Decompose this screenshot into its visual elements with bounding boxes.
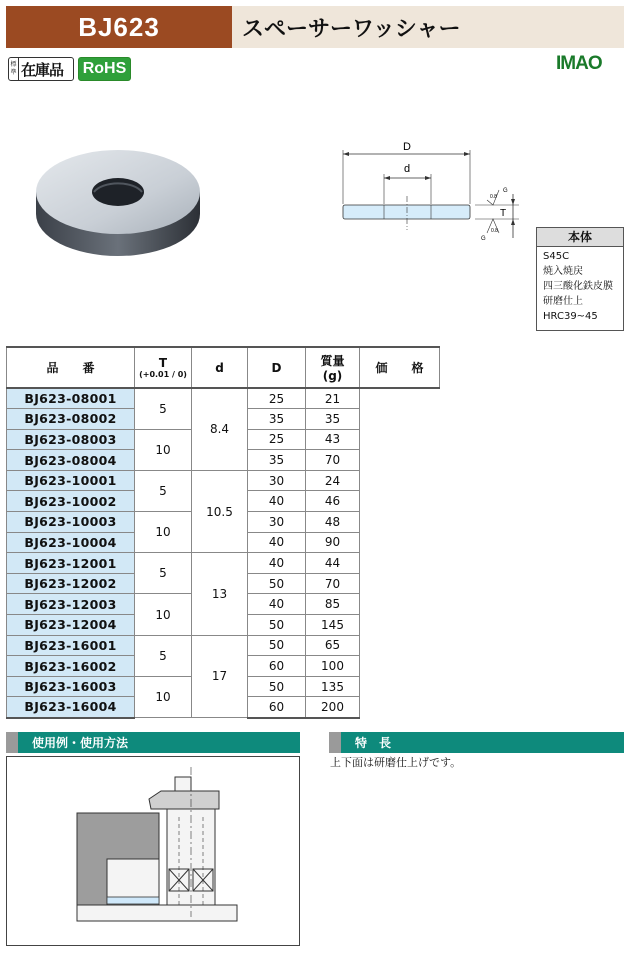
price-cell	[360, 512, 440, 533]
mass-cell: 21	[306, 388, 360, 409]
part-number-cell: BJ623-12001	[7, 553, 135, 574]
part-number-cell: BJ623-16001	[7, 635, 135, 656]
section-marker	[329, 732, 341, 753]
outer-diameter-cell: 40	[248, 491, 306, 512]
standard-stock-badge	[8, 57, 74, 81]
brand-logo: IMAO	[556, 53, 602, 74]
price-cell	[360, 594, 440, 615]
washer-photo	[32, 140, 204, 260]
spec-line: 研磨仕上	[543, 296, 583, 307]
part-number-cell: BJ623-08003	[7, 429, 135, 450]
outer-diameter-cell: 50	[248, 635, 306, 656]
spec-heading: 本体	[537, 228, 623, 247]
part-number-cell: BJ623-08002	[7, 409, 135, 430]
stock-label: 在庫品	[21, 60, 64, 79]
mass-cell: 35	[306, 409, 360, 430]
thickness-cell: 5	[135, 553, 192, 594]
outer-diameter-cell: 60	[248, 697, 306, 718]
thickness-cell: 10	[135, 594, 192, 635]
feature-section-title: 特 長	[355, 736, 392, 750]
mass-cell: 85	[306, 594, 360, 615]
outer-diameter-cell: 50	[248, 573, 306, 594]
inner-diameter-cell: 17	[192, 635, 248, 717]
mass-cell: 65	[306, 635, 360, 656]
mass-cell: 200	[306, 697, 360, 718]
price-cell	[360, 491, 440, 512]
spec-line: S45C	[543, 251, 570, 262]
outer-diameter-cell: 35	[248, 450, 306, 471]
table-row	[7, 388, 440, 409]
table-row	[7, 553, 440, 574]
T-label: T	[499, 208, 507, 219]
price-cell	[360, 429, 440, 450]
tol-lower: 0	[177, 370, 184, 379]
col-header-mass-label: 質量	[320, 354, 345, 368]
thickness-cell: 5	[135, 635, 192, 676]
D-label: D	[403, 141, 411, 153]
mass-cell: 43	[306, 429, 360, 450]
outer-diameter-cell: 60	[248, 656, 306, 677]
part-number-cell: BJ623-12002	[7, 573, 135, 594]
price-cell	[360, 470, 440, 491]
spec-table	[6, 346, 440, 719]
col-header-D: D	[248, 347, 306, 388]
part-number-cell: BJ623-10001	[7, 470, 135, 491]
col-header-mass	[306, 347, 360, 388]
outer-diameter-cell: 50	[248, 676, 306, 697]
part-number-cell: BJ623-16002	[7, 656, 135, 677]
part-number-cell: BJ623-12003	[7, 594, 135, 615]
rohs-badge: RoHS	[78, 57, 131, 81]
price-cell	[360, 450, 440, 471]
outer-diameter-cell: 30	[248, 470, 306, 491]
outer-diameter-cell: 25	[248, 429, 306, 450]
mass-cell: 90	[306, 532, 360, 553]
roughness-top-label: 0.8	[490, 194, 497, 200]
col-header-price: 価 格	[360, 347, 440, 388]
outer-diameter-cell: 30	[248, 512, 306, 533]
outer-diameter-cell: 50	[248, 615, 306, 636]
standard-mark-char-1: 標	[10, 61, 17, 68]
price-cell	[360, 697, 440, 718]
outer-diameter-cell: 25	[248, 388, 306, 409]
feature-section-header	[329, 732, 624, 753]
mass-cell: 46	[306, 491, 360, 512]
grind-mark-top-label: G	[503, 188, 508, 194]
outer-diameter-cell: 40	[248, 532, 306, 553]
col-header-T-tolerance: (+0.01 / 0)	[139, 370, 187, 379]
price-cell	[360, 615, 440, 636]
col-header-mass-unit: (g)	[322, 369, 343, 383]
clamp-arm	[149, 791, 219, 809]
mass-cell: 48	[306, 512, 360, 533]
price-cell	[360, 388, 440, 409]
standard-mark-char-2: 準	[10, 69, 17, 76]
part-number-cell: BJ623-08004	[7, 450, 135, 471]
dimension-diagram	[335, 138, 525, 258]
washer-hole	[92, 178, 144, 206]
col-header-part: 品 番	[7, 347, 135, 388]
price-cell	[360, 635, 440, 656]
mass-cell: 135	[306, 676, 360, 697]
grind-mark-bottom-label: G	[481, 236, 486, 242]
table-header-row	[7, 347, 440, 388]
col-header-T-label: T	[158, 356, 168, 370]
thickness-cell: 10	[135, 429, 192, 470]
part-number-cell: BJ623-10002	[7, 491, 135, 512]
mass-cell: 145	[306, 615, 360, 636]
part-number-cell: BJ623-12004	[7, 615, 135, 636]
material-spec-box	[536, 227, 624, 331]
table-row	[7, 635, 440, 656]
price-cell	[360, 553, 440, 574]
part-number-cell: BJ623-16003	[7, 676, 135, 697]
inner-diameter-cell: 10.5	[192, 470, 248, 552]
thickness-cell: 5	[135, 470, 192, 511]
col-header-T	[135, 347, 192, 388]
price-cell	[360, 573, 440, 594]
product-name-title: スペーサーワッシャー	[232, 6, 624, 48]
usage-section-header	[6, 732, 300, 753]
part-number-cell: BJ623-10003	[7, 512, 135, 533]
thickness-cell: 10	[135, 676, 192, 717]
inner-diameter-cell: 13	[192, 553, 248, 635]
mass-cell: 70	[306, 573, 360, 594]
part-number-cell: BJ623-10004	[7, 532, 135, 553]
usage-example-drawing	[7, 757, 299, 945]
spec-line: 四三酸化鉄皮膜	[543, 281, 613, 292]
thickness-cell: 10	[135, 512, 192, 553]
mass-cell: 44	[306, 553, 360, 574]
table-row	[7, 470, 440, 491]
part-number-cell: BJ623-16004	[7, 697, 135, 718]
mass-cell: 24	[306, 470, 360, 491]
outer-diameter-cell: 40	[248, 594, 306, 615]
outer-diameter-cell: 40	[248, 553, 306, 574]
part-number-cell: BJ623-08001	[7, 388, 135, 409]
thickness-cell: 5	[135, 388, 192, 429]
spec-line: 焼入焼戻	[543, 266, 583, 277]
d-label: d	[403, 163, 411, 175]
bolt-head	[175, 777, 191, 791]
section-marker	[6, 732, 18, 753]
tol-upper: +0.01	[142, 370, 170, 379]
price-cell	[360, 676, 440, 697]
product-code-title: BJ623	[6, 6, 232, 48]
outer-diameter-cell: 35	[248, 409, 306, 430]
washer-in-use	[107, 897, 159, 904]
mass-cell: 100	[306, 656, 360, 677]
price-cell	[360, 656, 440, 677]
col-header-d: d	[192, 347, 248, 388]
price-cell	[360, 532, 440, 553]
standard-mark	[9, 58, 19, 80]
usage-section-title: 使用例・使用方法	[32, 736, 129, 750]
inner-diameter-cell: 8.4	[192, 388, 248, 470]
usage-example-box	[6, 756, 300, 946]
price-cell	[360, 409, 440, 430]
feature-text: 上下面は研磨仕上げです。	[330, 756, 462, 769]
spec-line: HRC39~45	[543, 311, 598, 322]
washer-section	[343, 205, 470, 219]
roughness-bottom-label: 0.8	[491, 228, 498, 234]
mass-cell: 70	[306, 450, 360, 471]
